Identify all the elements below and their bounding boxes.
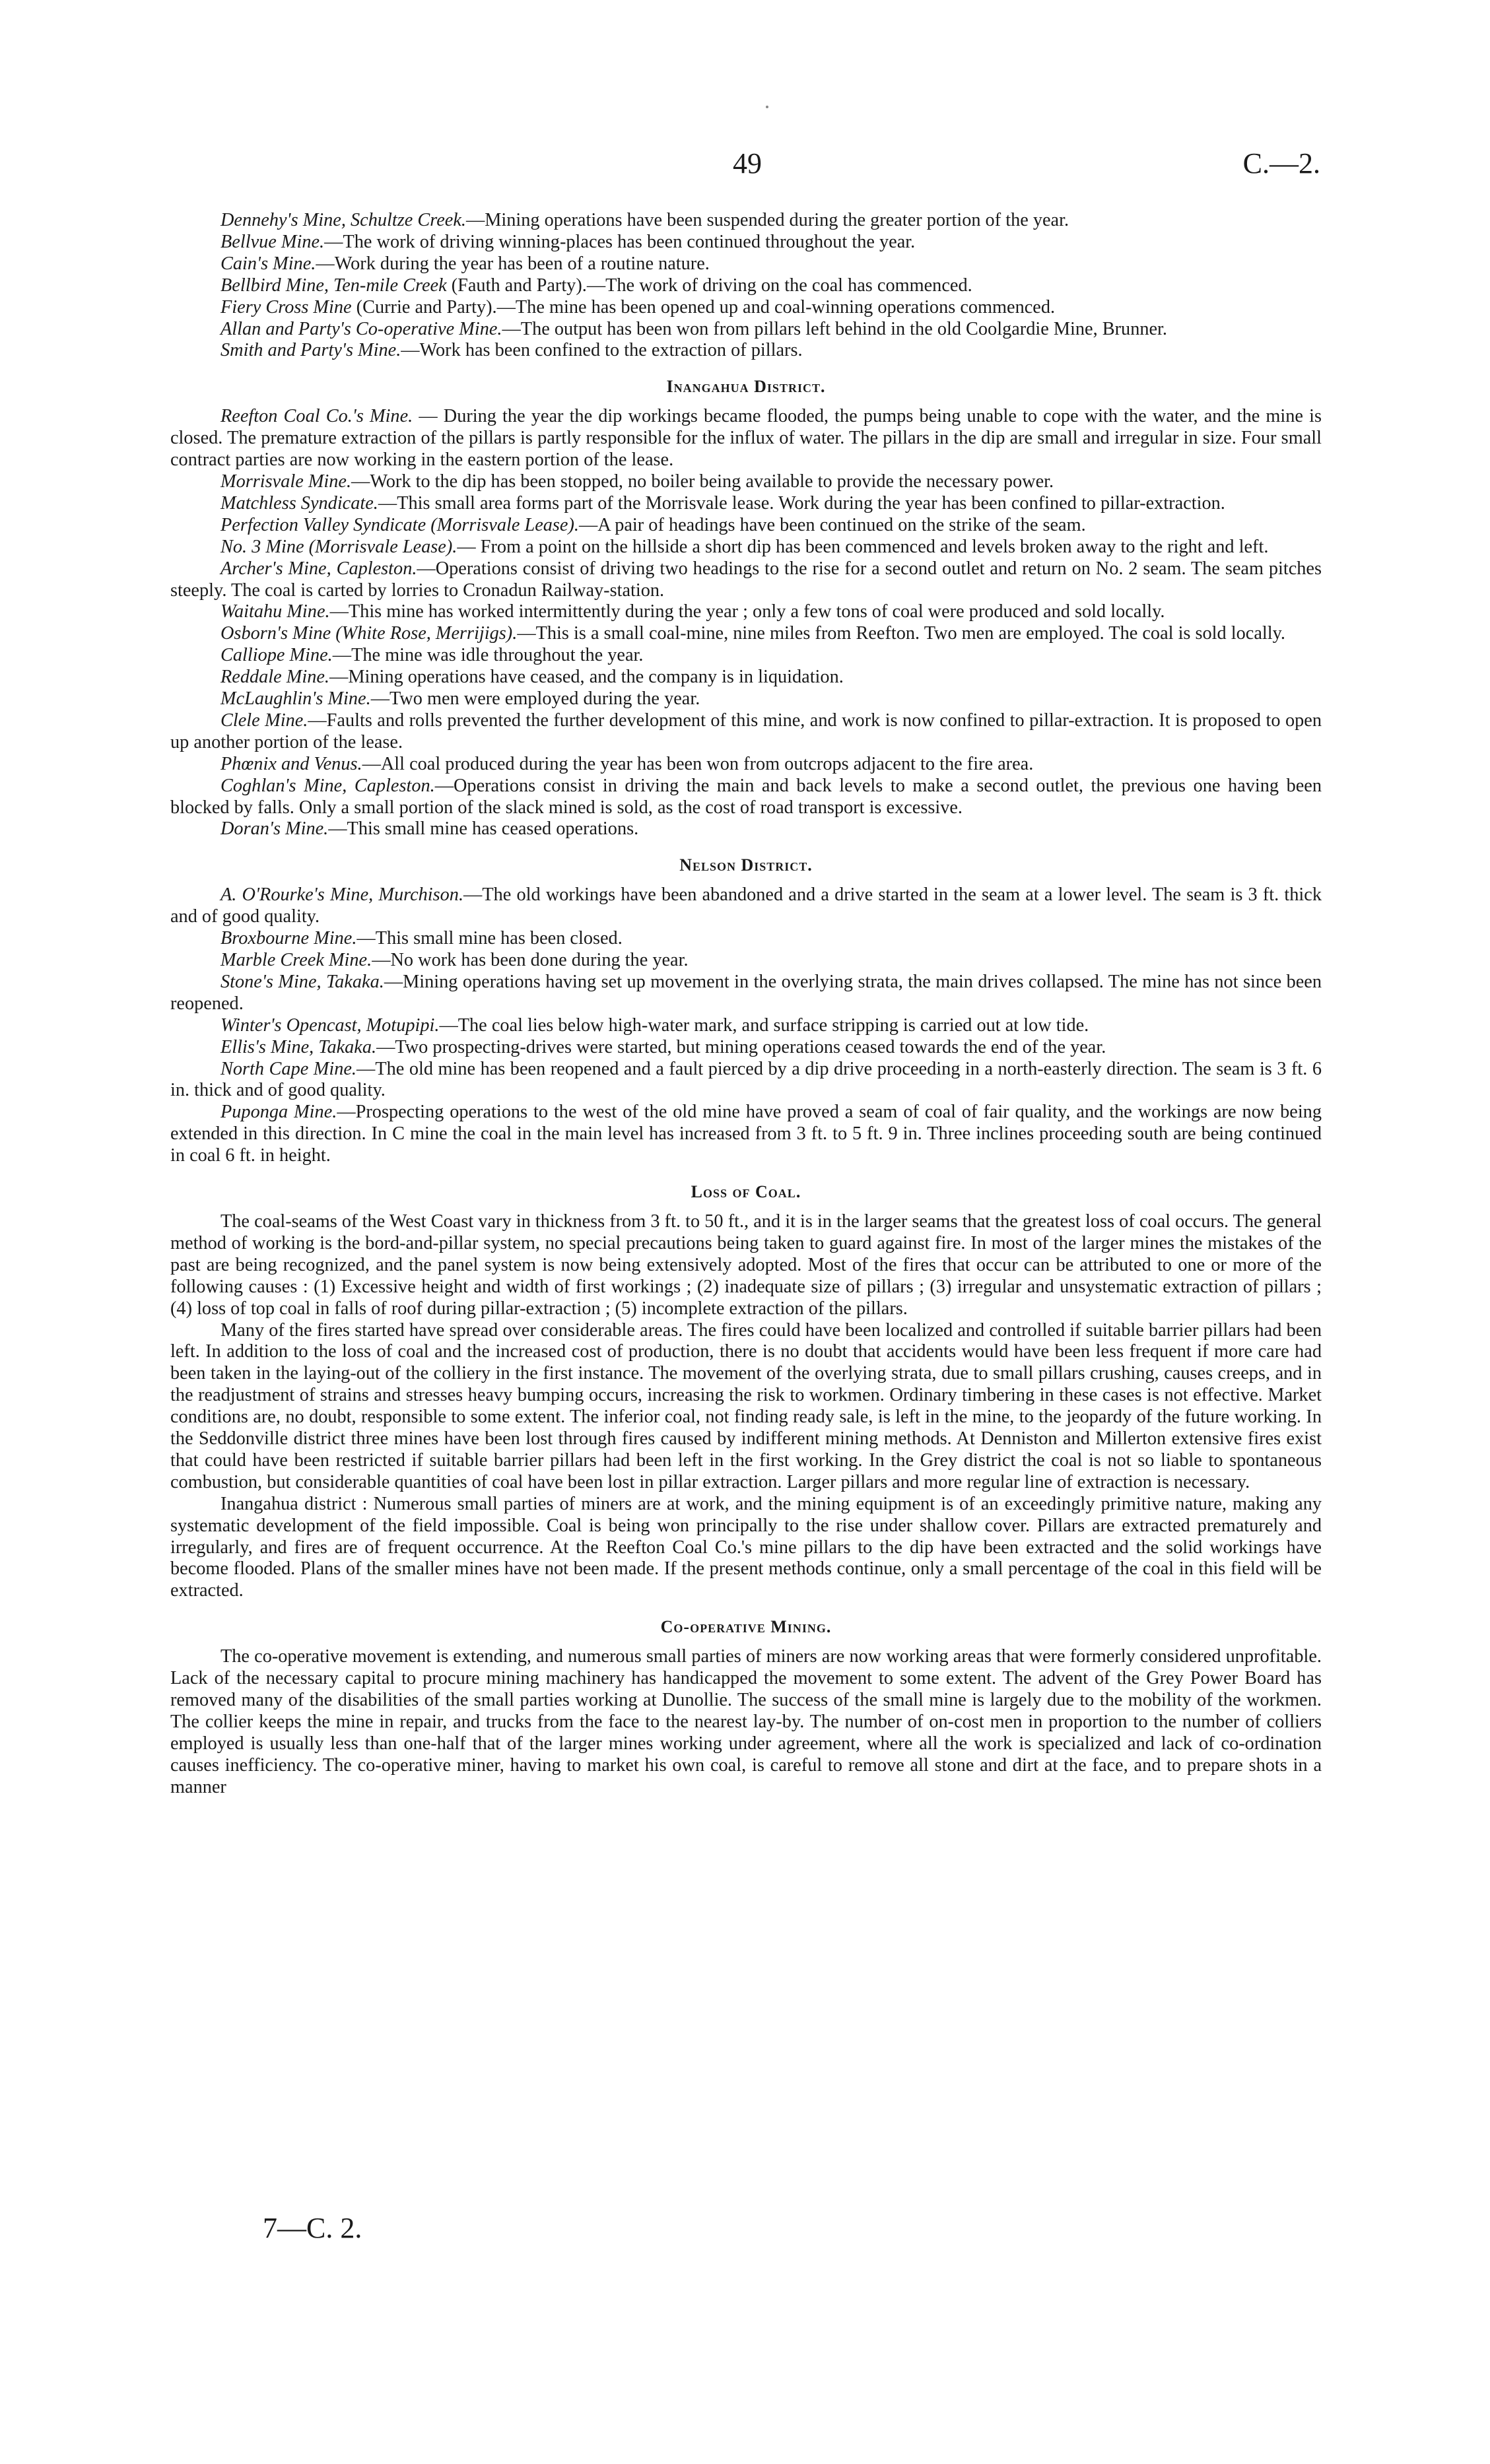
mine-description: —This small mine has been closed. [356,928,623,949]
mine-entry [170,515,1322,537]
printing-speck [766,106,768,108]
mine-description: —Work during the year has been of a routine nature. [316,253,710,274]
mine-name: Dennehy's Mine, Schultze Creek. [220,210,466,230]
mine-description: (Currie and Party).—The mine has been opened up and coal-winning operations commenced. [351,296,1056,317]
mine-name: Stone's Mine, Takaka. [220,971,384,992]
mine-entry [170,406,1322,471]
mine-name: Matchless Syndicate. [220,492,378,514]
inangahua-district-section [170,376,1322,840]
mine-description: (Fauth and Party).—The work of driving on the coal has commenced. [446,275,972,296]
mine-name: Perfection Valley Syndicate (Morrisvale Lease). [220,514,579,535]
mine-description: —This small mine has ceased operations. [328,818,639,840]
mine-description: —Mining operations having set up movement in the overlying strata, the main drives collapsed. The mine has not since been reopened. [170,971,1322,1014]
section-heading [170,1616,1322,1638]
mine-description: —The coal lies below high-water mark, and surface stripping is carried out at low tide. [439,1015,1089,1036]
mine-entry [170,537,1322,558]
mine-entry [170,253,1322,275]
cooperative-mining-section [170,1616,1322,1798]
mine-entry [170,232,1322,253]
mine-name: Archer's Mine, Capleston. [220,558,417,579]
mine-name: Clele Mine. [220,710,308,731]
mine-description: —Operations consist of driving two headings to the rise for a second outlet and return on No. 2 seam. The seam pitches steeply. The coal is carted by lorries to Cronadun Railway-station. [170,558,1322,601]
section-heading-text: Loss of Coal. [691,1182,801,1202]
mine-entry [170,754,1322,776]
mine-name: Allan and Party's Co-operative Mine. [220,318,502,339]
mine-entry [170,210,1322,232]
mine-description: —Operations consist in driving the main and back levels to make a second outlet, the previous one having been blocked by falls. Only a small portion of the slack mined is sold, as the cost of road transport is excessive. [170,775,1322,818]
mine-name: Waitahu Mine. [220,601,330,622]
nelson-district-section [170,855,1322,1167]
mine-entry [170,1102,1322,1167]
mine-name: Doran's Mine. [220,818,329,840]
mine-entry [170,688,1322,710]
page-header [218,147,1320,186]
mine-name: North Cape Mine. [220,1058,357,1079]
mine-name: Osborn's Mine (White Rose, Merrijigs). [220,623,518,644]
mine-entry [170,471,1322,493]
mine-name: Bellvue Mine. [220,231,325,252]
mine-name: McLaughlin's Mine. [220,688,371,710]
body-paragraph: Many of the fires started have spread over considerable areas. The fires could have been localized and controlled if suitable barrier pillars had been left. In addition to the loss of coal and the increased cost of production, there is no doubt that accidents would have been less frequent if more care had been taken in the laying-out of the colliery in the first instance. The movement of the overlying strata, due to small pillars crushing, causes creeps, and in the readjustment of strains and stresses heavy bumping occurs, increasing the risk to workmen. Ordinary timbering in these cases is not effective. Market conditions are, no doubt, responsible to some extent. The inferior coal, not finding ready sale, is left in the mine, to the jeopardy of the future working. In the Seddonville district three mines have been lost through fires caused by indifferent mining methods. At Denniston and Millerton extensive fires exist that could have been restricted if suitable barrier pillars had been left in the first working. In the Grey district the coal is not so liable to spontaneous combustion, but considerable quantities of coal have been lost in pillar extraction. Larger pillars and more regular line of extraction is necessary. [170,1319,1322,1492]
mine-description: —Prospecting operations to the west of the old mine have proved a seam of coal of fair quality, and the workings are now being extended in this direction. In C mine the coal in the main level has increased from 3 ft. to 5 ft. 9 in. Three inclines proceeding south are being continued in coal 6 ft. in height. [170,1102,1322,1166]
mine-entry [170,818,1322,840]
mine-name: Morrisvale Mine. [220,471,352,492]
mine-description: — From a point on the hillside a short dip has been commenced and levels broken away to the right and left. [457,536,1269,557]
section-heading-text: Nelson District. [679,855,813,875]
mine-description: —The work of driving winning-places has been continued throughout the year. [324,231,916,252]
mine-name: Cain's Mine. [220,253,316,274]
mine-entry [170,1059,1322,1102]
mine-entry [170,340,1322,362]
section-heading-text: Inangahua District. [666,377,826,397]
section-heading [170,376,1322,398]
mine-name: Puponga Mine. [220,1102,337,1123]
document-body [170,210,1322,1799]
mine-description: —This mine has worked intermittently during the year ; only a few tons of coal were produced and sold locally. [329,601,1165,622]
mine-description: —This is a small coal-mine, nine miles from Reefton. Two men are employed. The coal is sold locally. [517,623,1285,644]
mine-entry [170,601,1322,623]
mine-description: —The output has been won from pillars left behind in the old Coolgardie Mine, Brunner. [502,318,1167,339]
mine-description: —No work has been done during the year. [372,950,689,970]
mine-description: —Mining operations have been suspended during the greater portion of the year. [465,210,1069,230]
mine-entry [170,950,1322,972]
mine-description: —The old mine has been reopened and a fault pierced by a dip drive proceeding in a north-easterly direction. The seam is 3 ft. 6 in. thick and of good quality. [170,1058,1322,1101]
page-number: 49 [733,147,762,180]
mine-name: Bellbird Mine, Ten-mile Creek [220,275,447,296]
mine-description: —Mining operations have ceased, and the company is in liquidation. [329,667,844,688]
body-paragraph: The co-operative movement is extending, and numerous small parties of miners are now working areas that were formerly considered unprofitable. Lack of the necessary capital to procure mining machinery has handicapped the movement to some extent. The advent of the Grey Power Board has removed many of the disabilities of the small parties working at Dunollie. The success of the small mine is largely due to the mobility of the workmen. The collier keeps the mine in repair, and trucks from the face to the nearest lay-by. The number of on-cost men in proportion to the number of colliers employed is usually less than one-half that of the larger mines working under agreement, where all the work is specialized and lack of co-ordination causes inefficiency. The co-operative miner, having to market his own coal, is careful to remove all stone and dirt at the face, and to prepare shots in a manner [170,1646,1322,1797]
mine-entry [170,645,1322,667]
mine-name: Coghlan's Mine, Capleston. [220,775,435,796]
mine-description: —The mine was idle throughout the year. [332,645,644,666]
loss-of-coal-section [170,1182,1322,1602]
document-reference: C.—2. [1242,147,1320,180]
mine-entry [170,1037,1322,1059]
signature-reference: 7—C. 2. [263,2212,362,2244]
mine-entry [170,297,1322,319]
section-heading-text: Co-operative Mining. [660,1617,832,1637]
mine-name: Phœnix and Venus. [220,753,362,774]
mine-entry [170,776,1322,819]
mine-description: —A pair of headings have been continued on the strike of the seam. [578,514,1086,535]
mine-description: —Work to the dip has been stopped, no boiler being available to provide the necessary power. [351,471,1054,492]
mine-list-continuation [170,210,1322,362]
mine-name: Smith and Party's Mine. [220,340,401,361]
body-paragraph: The coal-seams of the West Coast vary in thickness from 3 ft. to 50 ft., and it is in the larger seams that the greatest loss of coal occurs. The general method of working is the bord-and-pillar system, no special precautions being taken to guard against fire. In most of the larger mines the mistakes of the past are being recognized, and the panel system is now being extensively adopted. Most of the fires that occur can be attributed to one or more of the following causes : (1) Excessive height and width of first workings ; (2) inadequate size of pillars ; (3) irregular and unsystematic extraction of pillars ; (4) loss of top coal in falls of roof during pillar-extraction ; (5) incomplete extraction of the pillars. [170,1211,1322,1319]
mine-entry [170,558,1322,602]
mine-name: A. O'Rourke's Mine, Murchison. [220,884,464,906]
mine-description: —Work has been confined to the extraction of pillars. [401,340,803,361]
mine-description: —The old workings have been abandoned and a drive started in the seam at a lower level. The seam is 3 ft. thick and of good quality. [170,884,1322,927]
body-paragraph: Inangahua district : Numerous small parties of miners are at work, and the mining equipment is of an exceedingly primitive nature, making any systematic development of the field impossible. Coal is being won principally to the rise under shallow cover. Pillars are extracted prematurely and irregularly, and fires are of frequent occurrence. At the Reefton Coal Co.'s mine pillars to the dip have been extracted and the solid workings have become flooded. Plans of the smaller mines have not been made. If the present methods continue, only a small percentage of the coal in this field will be extracted. [170,1493,1322,1601]
mine-entry [170,493,1322,515]
mine-entry [170,275,1322,297]
mine-description: — During the year the dip workings became flooded, the pumps being unable to cope with the water, and the mine is closed. The premature extraction of the pillars is partly responsible for the influx of water. The pillars in the dip are small and irregular in size. Four small contract parties are now working in the eastern portion of the lease. [170,406,1322,471]
mine-name: Reefton Coal Co.'s Mine. [220,406,413,427]
mine-description: —This small area forms part of the Morrisvale lease. Work during the year has been confined to pillar-extraction. [378,492,1225,514]
mine-entry [170,1015,1322,1037]
mine-description: —Two men were employed during the year. [370,688,700,710]
mine-name: Marble Creek Mine. [220,950,372,970]
mine-name: Calliope Mine. [220,645,333,666]
mine-description: —All coal produced during the year has been won from outcrops adjacent to the fire area. [362,753,1034,774]
mine-entry [170,972,1322,1015]
mine-entry [170,884,1322,928]
mine-entry [170,319,1322,341]
mine-entry [170,667,1322,688]
mine-name: No. 3 Mine (Morrisvale Lease). [220,536,457,557]
mine-name: Fiery Cross Mine [220,296,352,317]
mine-entry [170,710,1322,754]
mine-name: Ellis's Mine, Takaka. [220,1036,377,1057]
section-heading [170,855,1322,877]
mine-name: Reddale Mine. [220,667,330,688]
mine-name: Winter's Opencast, Motupipi. [220,1015,440,1036]
mine-name: Broxbourne Mine. [220,928,357,949]
mine-description: —Faults and rolls prevented the further development of this mine, and work is now confined to pillar-extraction. It is proposed to open up another portion of the lease. [170,710,1322,752]
mine-entry [170,623,1322,645]
mine-entry [170,928,1322,950]
mine-description: —Two prospecting-drives were started, but mining operations ceased towards the end of the year. [376,1036,1106,1057]
section-heading [170,1182,1322,1203]
